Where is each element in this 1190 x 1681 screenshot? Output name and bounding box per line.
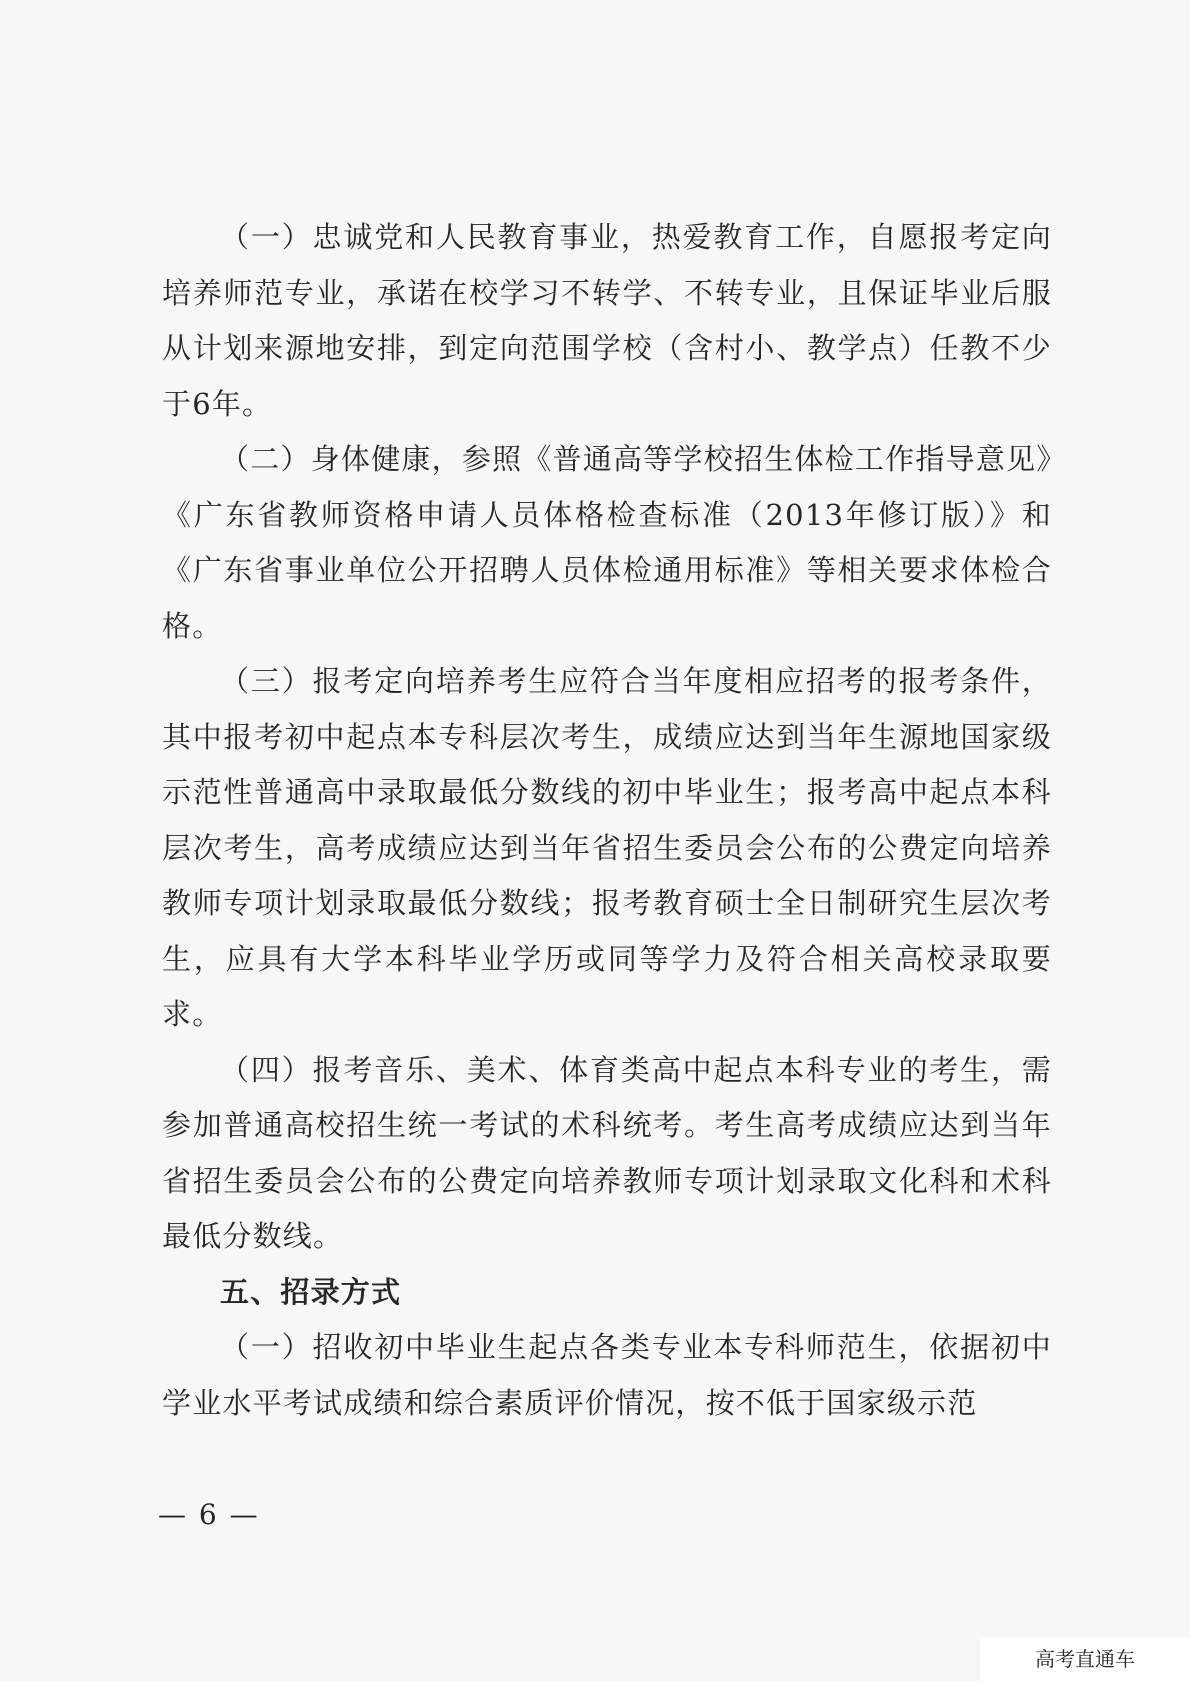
page-number: — 6 — <box>158 1498 260 1531</box>
watermark-label: 高考直通车 <box>980 1637 1190 1681</box>
section-heading: 五、招录方式 <box>220 1274 402 1309</box>
paragraph-3: （三）报考定向培养考生应符合当年度相应招考的报考条件，其中报考初中起点本专科层次考生，成绩应达到当年生源地国家级示范性普通高中录取最低分数线的初中毕业生；报考高中起点本科层次考生，高考成绩应达到当年省招生委员会公布的公费定向培养教师专项计划录取最低分数线；报考教育硕士全日制研究生层次考生，应具有大学本科毕业学历或同等学力及符合相关高校录取要求。 <box>162 664 1052 1031</box>
paragraph-4: （四）报考音乐、美术、体育类高中起点本科专业的考生，需参加普通高校招生统一考试的术科统考。考生高考成绩应达到当年省招生委员会公布的公费定向培养教师专项计划录取文化科和术科最低分数线。 <box>162 1052 1052 1253</box>
section-paragraph: （一）招收初中毕业生起点各类专业本专科师范生，依据初中学业水平考试成绩和综合素质评价情况，按不低于国家级示范 <box>162 1330 1052 1420</box>
paragraph-2: （二）身体健康，参照《普通高等学校招生体检工作指导意见》《广东省教师资格申请人员体格检查标准（2013年修订版）》和《广东省事业单位公开招聘人员体检通用标准》等相关要求体检合格。 <box>162 442 1052 643</box>
paragraph-1: （一）忠诚党和人民教育事业，热爱教育工作，自愿报考定向培养师范专业，承诺在校学习不转学、不转专业，且保证毕业后服从计划来源地安排，到定向范围学校（含村小、教学点）任教不少于6年。 <box>162 220 1052 421</box>
document-body <box>162 210 1052 1431</box>
